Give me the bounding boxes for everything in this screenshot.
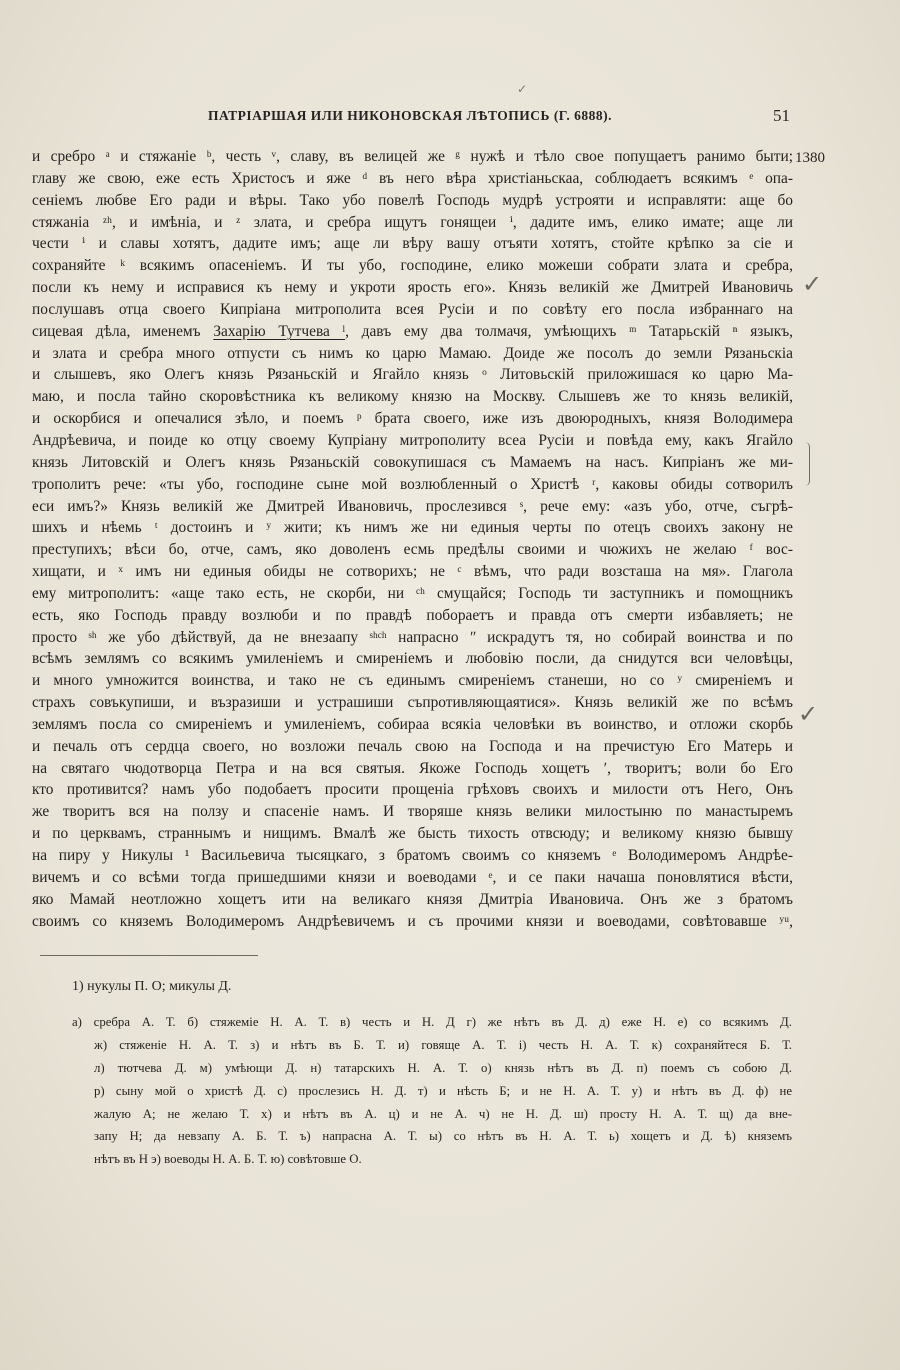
variant-notes bbox=[72, 1011, 792, 1171]
text-line: еси имъ?» Князь великій же Дмитрей Ивановичь, прослезився ˢ, рече ему: «азъ убо, отче, съгрѣ- bbox=[32, 497, 793, 515]
text-line: преступихъ; вѣси бо, отче, самъ, яко доволенъ есмь предѣлы своими и чюжихъ не желаю ᶠ вос- bbox=[32, 541, 793, 559]
text-line: и печаль отъ сердца своего, но возложи печаль свою на Господа и на пречистую Его Матерь и bbox=[32, 737, 793, 755]
margin-check-mark: ✓ bbox=[802, 270, 823, 298]
text-line: трополитъ рече: «ты убо, господине сыне мой возлюбленный о Христѣ ʳ, каковы обиды сотворилъ bbox=[32, 475, 793, 493]
running-header bbox=[30, 108, 790, 130]
text-line: землямъ посла со смиреніемъ и умиленіемъ, собираа всякіа человѣки въ воинство, и отложи скорбь bbox=[32, 715, 793, 733]
text-line: сеніемъ любве Его ради и вѣры. Тако убо повелѣ Господь мудрѣ устрояти и исправляти: аще бо bbox=[32, 191, 793, 209]
variant-note-line: нѣтъ въ Н э) воеводы Н. А. Б. Т. ю) совѣтовше О. bbox=[94, 1152, 362, 1167]
text-line: и оскорбися и опечалися зѣло, и поемъ ᵖ брата своего, иже изъ двоюродныхъ, князя Володимера bbox=[32, 410, 793, 428]
footnote: 1) нукулы П. О; микулы Д. bbox=[72, 979, 232, 994]
page-number: 51 bbox=[773, 106, 790, 125]
text-line: сохраняйте ᵏ всякимъ опасеніемъ. И ты убо, господине, елико можеши собрати злата и сребра, bbox=[32, 257, 793, 275]
text-line: Андрѣевича, и поиде ко отцу своему Купріану митрополиту всеа Русіи и повѣда ему, какъ Ягайло bbox=[32, 431, 793, 449]
text-line: есть, яко Господь правду возлюби и по правдѣ побораетъ и правда отъ смерти избавляеть; не bbox=[32, 606, 793, 624]
text-line: своимъ со княземъ Володимеромъ Андрѣевичемъ и съ прочими князи и воеводами, совѣтовавше ʸᵘ, bbox=[32, 912, 793, 930]
text-line: хищати, и ˣ имъ ни единыя обиды не сотворихъ; не ᶜ вѣмъ, что ради возсташа на мя». Глагола bbox=[32, 563, 793, 581]
underlined-name: Захарію Тутчева ˡ bbox=[213, 322, 346, 340]
text-line: на святаго чюдотворца Петра и на вся святыя. Якоже Господь хощетъ ʹ, творитъ; воли бо Его bbox=[32, 759, 793, 777]
text-line: вичемъ и со всѣми тогда пришедшими князи и воеводами ᵉ, и се паки начаша поновлятися вѣсти, bbox=[32, 868, 793, 886]
text-line: шихъ и нѣемь ᵗ достоинъ и ʸ жити; къ нимъ же ни единыя черты по отецъ своихъ закону не bbox=[32, 519, 793, 537]
text-line: кто противится? намъ убо подобаетъ просити прощеніа грѣховъ своихъ и милости отъ Него, Онъ bbox=[32, 781, 793, 799]
margin-bracket bbox=[805, 442, 810, 486]
variant-note-line: л) тютчева Д. м) умѣющи Д. н) татарскихъ Н. А. Т. о) князь нѣтъ въ Д. п) поемъ съ собою Д. bbox=[94, 1060, 792, 1075]
text-line: посли къ нему и исправися къ нему и укроти ярость его». Князь великій же Дмитрей Ивановичь bbox=[32, 279, 793, 297]
text-line: же творитъ вся на ползу и спасеніе намъ. И творяше князь велики милостыню по манастыремъ bbox=[32, 803, 793, 821]
text-line: и много умножится воинства, и тако не съ единымъ смиреніемъ станеши, но со ʸ смиреніемъ и bbox=[32, 672, 793, 690]
text-line: чести ⁱ и славы хотятъ, дадите имъ; аще ли вѣру вашу отъяти хотятъ, стойте крѣпко за сіе и bbox=[32, 235, 793, 253]
main-text bbox=[32, 146, 793, 932]
text-line: ему митрополитъ: «аще тако есть, не скорби, ни ᶜʰ смущайся; Господь ти заступникъ и помощникъ bbox=[32, 584, 793, 602]
variant-note-line: а) сребра А. Т. б) стяжеміе Н. А. Т. в) честь и Н. Д г) же нѣтъ въ Д. д) еже Н. е) со всякимъ Д. bbox=[72, 1015, 792, 1029]
variant-note-line: жалую А; не желаю Т. х) и нѣтъ въ А. ц) и не А. ч) не Н. Д. ш) просту Н. А. Т. щ) да вне- bbox=[94, 1106, 792, 1121]
text-line: стяжаніа ᶻʰ, и имѣніа, и ᶻ злата, и сребра ищутъ гонящеи ⁱ, дадите имъ, елико имате; аще ли bbox=[32, 213, 793, 231]
variant-note-line: ж) стяженіе Н. А. Т. з) и нѣтъ въ Б. Т. и) говяще А. Т. і) честь Н. А. Т. к) сохраняйтеся Б. Т. bbox=[94, 1037, 792, 1052]
page-title: ПАТРІАРШАЯ ИЛИ НИКОНОВСКАЯ ЛѢТОПИСЬ (Г. 6888). bbox=[208, 108, 612, 123]
pencil-tick-mark: ✓ bbox=[517, 82, 528, 96]
text-line: маю, и посла тайно скоровѣстника къ великому князю на Москву. Слышевъ же то князь великій, bbox=[32, 388, 793, 406]
text-line: всѣмъ землямъ со всякимъ умиленіемъ и смиреніемъ и любовію посли, да снидутся вси человѣцы, bbox=[32, 650, 793, 668]
text-line: страхъ совъкупиши, и възразиши и устрашиши съпротивляющаятися». Князь великій же по всѣмъ bbox=[32, 694, 793, 712]
text-line: и злата и сребра много отпусти съ нимъ ко царю Мамаю. Доиде же посолъ до земли Рязаньскіа bbox=[32, 344, 793, 362]
text-line: главу же свою, еже есть Христосъ и яже ᵈ въ него вѣра христіаньскаа, соблюдаетъ всякимъ ᵉ опа- bbox=[32, 169, 793, 187]
text-line: просто ˢʰ же убо дѣйствуй, да не внезаапу ˢʰᶜʰ напрасно ʺ искрадутъ тя, но собирай воинства и по bbox=[32, 628, 793, 646]
margin-check-mark: ✓ bbox=[798, 700, 819, 728]
text-line: и по церквамъ, страннымъ и нищимъ. Вмалѣ же бысть тихость отвсюду; и великому князю бывшу bbox=[32, 825, 793, 843]
text-line: на пиру у Никулы ¹ Васильевича тысяцкаго, з братомъ своимъ со княземъ ᵉ Володимеромъ Андрѣе- bbox=[32, 847, 793, 864]
text-line: князь Литовскій и Олегъ князь Рязаньскій совокупишася съ Мамаемъ на насъ. Кипріанъ же ми- bbox=[32, 453, 793, 471]
footnote-rule bbox=[40, 955, 258, 956]
text-line: яко Мамай неотложно хощетъ ити на великаго князя Дмитріа Ивановича. Онъ же з братомъ bbox=[32, 890, 793, 908]
text-line: и сребро ᵃ и стяжаніе ᵇ, честь ᵛ, славу, въ велицей же ᵍ нужѣ и тѣло свое попущаетъ ранимо быти; bbox=[32, 148, 793, 165]
text-line: сицевая дѣла, именемъ Захарію Тутчева ˡ, давъ ему два толмачя, умѣющихъ ᵐ Татарьскій ⁿ языкъ, bbox=[32, 322, 793, 340]
margin-year: 1380 bbox=[795, 150, 825, 166]
variant-note-line: запу Н; да невзапу А. Б. Т. ъ) напрасна А. Т. ы) со нѣтъ въ Н. А. Т. ь) хощетъ и Д. ѣ) княземъ bbox=[94, 1129, 792, 1144]
text-line: и слышевъ, яко Олегъ князь Рязаньскій и Ягайло князь ᵒ Литовьскій приложишася ко царю Ма- bbox=[32, 366, 793, 384]
variant-note-line: р) сыну мой о христѣ Д. с) прослезись Н. Д. т) и нѣсть Б; и не Н. А. Т. у) и нѣтъ въ Д. ф) не bbox=[94, 1083, 792, 1098]
text-line: послушавъ отца своего Кипріана митрополита всея Русіи и по совѣту его посла избраннаго на bbox=[32, 300, 793, 318]
